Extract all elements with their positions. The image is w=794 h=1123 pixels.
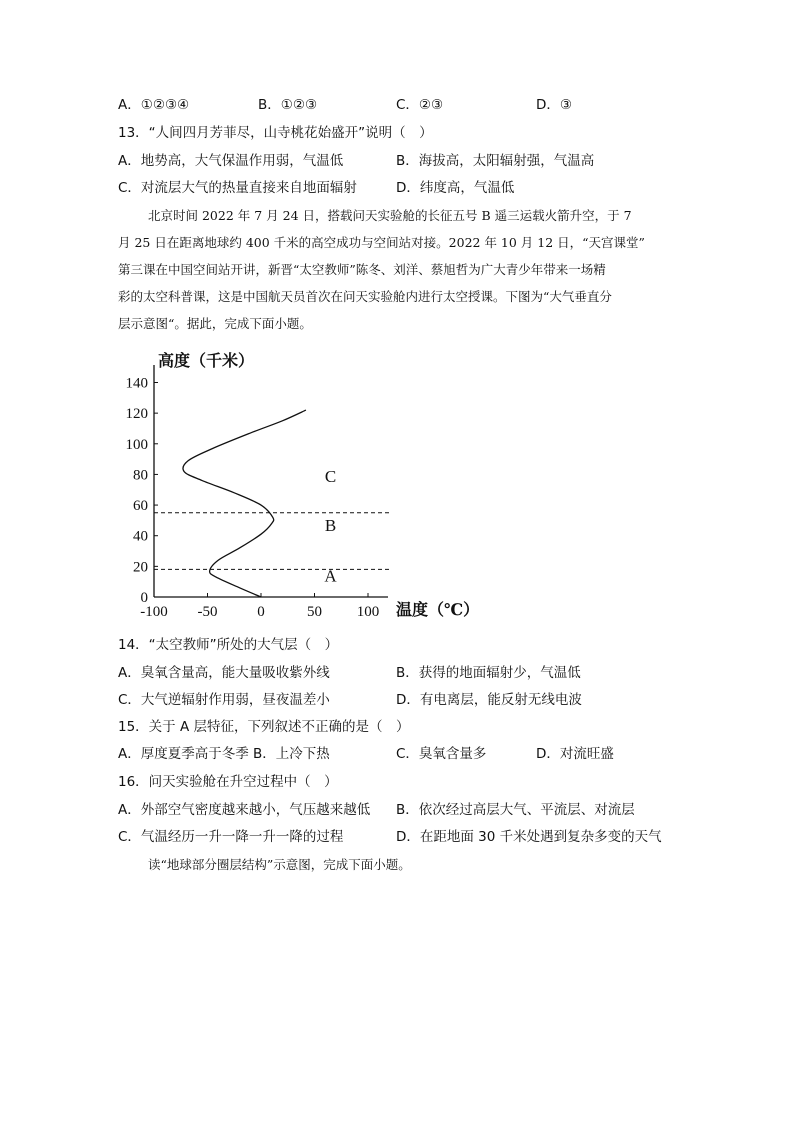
layer-label-c: C xyxy=(324,467,337,487)
q12-option-b[interactable]: B．①②③ xyxy=(258,97,318,113)
y-tick-label: 100 xyxy=(125,436,148,453)
closing-instruction: 读“地球部分圈层结构”示意图，完成下面小题。 xyxy=(148,857,411,872)
x-axis-label: 温度（℃） xyxy=(396,602,480,619)
q14-stem: 14．“太空教师”所处的大气层（ ） xyxy=(118,637,339,653)
passage-line-4: 彩的太空科普课，这是中国航天员首次在问天实验舱内进行太空授课。下图为“大气垂直分 xyxy=(118,289,612,304)
q13-option-c[interactable]: C．对流层大气的热量直接来自地面辐射 xyxy=(118,180,357,196)
y-tick-label: 140 xyxy=(125,375,148,392)
q14-option-c[interactable]: C．大气逆辐射作用弱，昼夜温差小 xyxy=(118,692,330,708)
layer-label-b: B xyxy=(324,516,337,536)
y-axis-label: 高度（千米） xyxy=(158,353,255,370)
passage-line-5: 层示意图“。据此，完成下面小题。 xyxy=(118,316,312,331)
q14-option-a[interactable]: A．臭氧含量高，能大量吸收紫外线 xyxy=(118,665,330,681)
q14-option-b[interactable]: B．获得的地面辐射少，气温低 xyxy=(396,665,581,681)
x-tick-label: 0 xyxy=(257,604,265,620)
x-tick-label: -50 xyxy=(197,604,218,620)
y-tick-label: 40 xyxy=(133,528,148,545)
q16-option-b[interactable]: B．依次经过高层大气、平流层、对流层 xyxy=(396,802,635,818)
q13-stem: 13．“人间四月芳菲尽，山寺桃花始盛开”说明（ ） xyxy=(118,125,433,141)
q15-stem: 15．关于 A 层特征，下列叙述不正确的是（ ） xyxy=(118,719,410,735)
atmosphere-vertical-layer-chart xyxy=(108,345,488,625)
q16-stem: 16．问天实验舱在升空过程中（ ） xyxy=(118,774,338,790)
q12-option-a[interactable]: A．①②③④ xyxy=(118,97,190,113)
q15-option-c[interactable]: C．臭氧含量多 xyxy=(396,746,487,762)
chart-axes xyxy=(154,365,388,597)
x-tick-label: 50 xyxy=(307,604,322,620)
q13-option-a[interactable]: A．地势高，大气保温作用弱，气温低 xyxy=(118,153,344,169)
x-tick-label: 100 xyxy=(356,604,380,620)
passage-line-2: 月 25 日在距离地球约 400 千米的高空成功与空间站对接。2022 年 10 月 12 日，“天宫课堂” xyxy=(118,235,645,250)
q13-option-b[interactable]: B．海拔高，太阳辐射强，气温高 xyxy=(396,153,595,169)
y-tick-label: 120 xyxy=(125,406,148,423)
passage-line-3: 第三课在中国空间站开讲，新晋“太空教师”陈冬、刘洋、蔡旭哲为广大青少年带来一场精 xyxy=(118,262,606,277)
y-tick-label: 0 xyxy=(140,590,148,606)
q12-option-d[interactable]: D．③ xyxy=(536,97,572,113)
q12-option-c[interactable]: C．②③ xyxy=(396,97,444,113)
q16-option-a[interactable]: A．外部空气密度越来越小，气压越来越低 xyxy=(118,802,371,818)
q16-option-d[interactable]: D．在距地面 30 千米处遇到复杂多变的天气 xyxy=(396,829,662,845)
q15-option-ab[interactable]: A．厚度夏季高于冬季 B．上冷下热 xyxy=(118,746,330,762)
q16-option-c[interactable]: C．气温经历一升一降一升一降的过程 xyxy=(118,829,344,845)
q14-option-d[interactable]: D．有电离层，能反射无线电波 xyxy=(396,692,582,708)
y-tick-label: 80 xyxy=(133,467,148,484)
y-tick-label: 60 xyxy=(133,498,148,515)
layer-label-a: A xyxy=(324,566,337,586)
q13-option-d[interactable]: D．纬度高，气温低 xyxy=(396,180,515,196)
x-tick-label: -100 xyxy=(140,604,168,620)
y-tick-label: 20 xyxy=(133,559,148,576)
q15-option-d[interactable]: D．对流旺盛 xyxy=(536,746,614,762)
passage-line-1: 北京时间 2022 年 7 月 24 日，搭载问天实验舱的长征五号 B 遥三运载火箭升空，于 7 xyxy=(148,208,632,223)
